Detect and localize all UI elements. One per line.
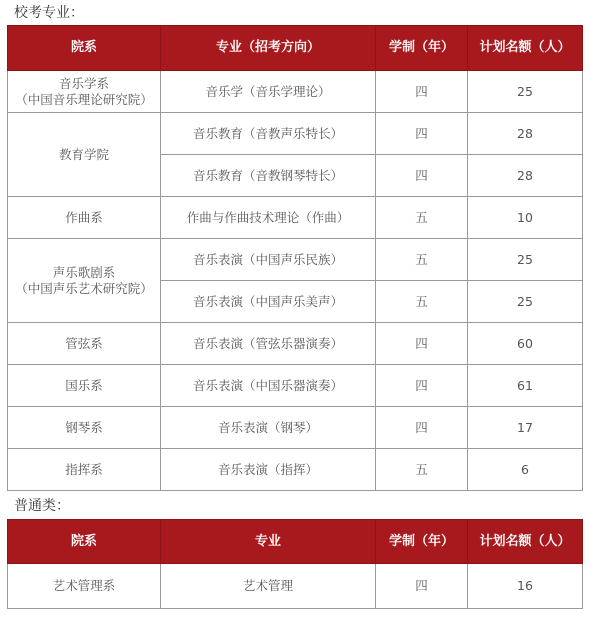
major-cell: 音乐表演（中国声乐民族） (161, 239, 376, 281)
column-header-department: 院系 (8, 26, 161, 71)
column-header-major: 专业（招考方向） (161, 26, 376, 71)
years-cell: 四 (376, 155, 468, 197)
department-cell (8, 564, 161, 609)
major-cell: 音乐表演（中国声乐美声） (161, 281, 376, 323)
department-cell (8, 449, 161, 491)
major-cell: 音乐表演（指挥） (161, 449, 376, 491)
school-exam-table (7, 25, 583, 491)
quota-cell: 25 (468, 71, 583, 113)
table-row (8, 239, 583, 281)
table-header-row (8, 520, 583, 564)
quota-cell: 28 (468, 113, 583, 155)
years-cell: 四 (376, 365, 468, 407)
department-cell (8, 365, 161, 407)
major-cell: 音乐表演（钢琴） (161, 407, 376, 449)
years-cell: 五 (376, 239, 468, 281)
department-cell (8, 239, 161, 323)
department-name: 声乐歌剧系 (52, 264, 116, 280)
general-table (7, 519, 583, 609)
major-cell: 音乐表演（管弦乐器演奏） (161, 323, 376, 365)
major-cell: 音乐教育（音教钢琴特长） (161, 155, 376, 197)
department-cell (8, 323, 161, 365)
years-cell: 四 (376, 564, 468, 609)
years-cell: 四 (376, 113, 468, 155)
department-name: 音乐学系 (58, 75, 109, 91)
column-header-years: 学制（年） (376, 520, 468, 564)
column-header-quota: 计划名额（人） (468, 520, 583, 564)
table-row (8, 323, 583, 365)
quota-cell: 25 (468, 239, 583, 281)
column-header-years: 学制（年） (376, 26, 468, 71)
years-cell: 五 (376, 449, 468, 491)
quota-cell: 28 (468, 155, 583, 197)
table-row (8, 71, 583, 113)
department-name: 管弦系 (65, 335, 103, 351)
years-cell: 四 (376, 71, 468, 113)
quota-cell: 25 (468, 281, 583, 323)
department-name: 作曲系 (65, 209, 103, 225)
years-cell: 五 (376, 281, 468, 323)
major-cell: 音乐学（音乐学理论） (161, 71, 376, 113)
table-row (8, 407, 583, 449)
table-row (8, 564, 583, 609)
years-cell: 五 (376, 197, 468, 239)
quota-cell: 60 (468, 323, 583, 365)
major-cell: 音乐教育（音教声乐特长） (161, 113, 376, 155)
quota-cell: 6 (468, 449, 583, 491)
column-header-quota: 计划名额（人） (468, 26, 583, 71)
column-header-major: 专业 (161, 520, 376, 564)
table-row (8, 449, 583, 491)
table-row (8, 197, 583, 239)
quota-cell: 10 (468, 197, 583, 239)
table-row (8, 113, 583, 155)
table-row (8, 365, 583, 407)
department-cell (8, 407, 161, 449)
department-cell (8, 197, 161, 239)
years-cell: 四 (376, 407, 468, 449)
department-cell (8, 71, 161, 113)
major-cell: 音乐表演（中国乐器演奏） (161, 365, 376, 407)
table-header-row (8, 26, 583, 71)
department-subname: （中国音乐理论研究院） (15, 91, 153, 107)
section-heading-general: 普通类： (14, 498, 70, 514)
section-heading-school-exam: 校考专业： (14, 5, 84, 21)
department-subname: （中国声乐艺术研究院） (15, 280, 153, 296)
department-name: 教育学院 (58, 146, 109, 162)
years-cell: 四 (376, 323, 468, 365)
major-cell: 作曲与作曲技术理论（作曲） (161, 197, 376, 239)
department-name: 国乐系 (65, 377, 103, 393)
department-name: 艺术管理系 (52, 578, 116, 593)
department-name: 指挥系 (65, 461, 103, 477)
quota-cell: 17 (468, 407, 583, 449)
department-name: 钢琴系 (65, 419, 103, 435)
major-cell: 艺术管理 (161, 564, 376, 609)
quota-cell: 16 (468, 564, 583, 609)
department-cell (8, 113, 161, 197)
column-header-department: 院系 (8, 520, 161, 564)
quota-cell: 61 (468, 365, 583, 407)
